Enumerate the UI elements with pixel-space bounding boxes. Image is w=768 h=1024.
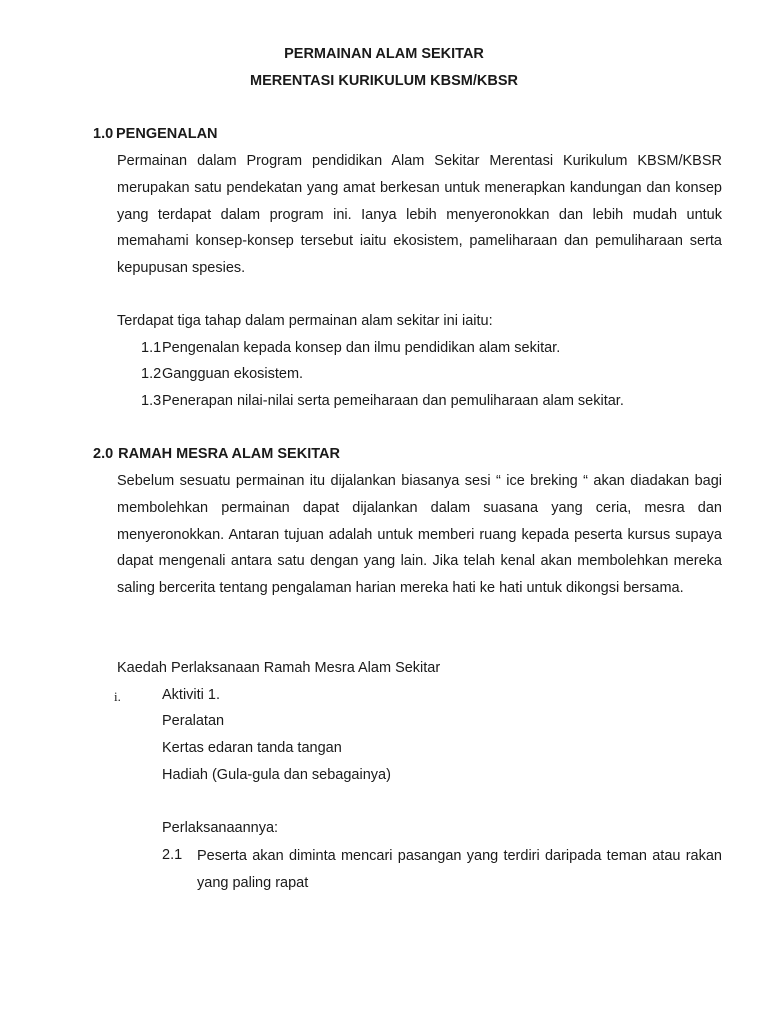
section-1-title: PENGENALAN [116,126,218,142]
list-item-number: 1.2 [141,366,162,382]
activity-title: Aktiviti 1. [162,687,221,703]
list-item [141,366,303,382]
list-item [141,340,560,356]
document-subtitle: MERENTASI KURIKULUM KBSM/KBSR [250,73,518,89]
section-2-heading [93,446,340,462]
implementation-label: Perlaksanaannya: [162,820,279,836]
list-item-text: Pengenalan kepada konsep dan ilmu pendidikan alam sekitar. [162,340,561,356]
list-item-number: 1.3 [141,393,162,409]
step-number: 2.1 [162,847,183,863]
list-item-text: Penerapan nilai-nilai serta pemeiharaan dan pemuliharaan alam sekitar. [162,393,624,409]
equipment-item: Hadiah (Gula-gula dan sebagainya) [162,767,391,783]
step-text: Peserta akan diminta mencari pasangan yang terdiri daripada teman atau rakan yang paling rapat [197,848,722,891]
section-2-number: 2.0 [93,446,114,462]
section-1-number: 1.0 [93,126,114,142]
list-item [141,393,624,409]
document-title: PERMAINAN ALAM SEKITAR [284,46,484,62]
method-title: Kaedah Perlaksanaan Ramah Mesra Alam Sekitar [117,660,441,676]
section-2-paragraph: Sebelum sesuatu permainan itu dijalankan biasanya sesi “ ice breking “ akan diadakan bagi membolehkan permainan dapat dijalankan dalam suasana yang ceria, mesra dan menyeronokkan. Antaran tujuan adalah untuk memberi ruang kepada peserta kursus supaya dapat mengenali antara satu dengan yang lain. Jika telah kenal akan membolehkan mereka saling bercerita tentang pengalaman harian mereka hati ke hati untuk dikongsi bersama. [117,473,722,597]
section-1-paragraph: Permainan dalam Program pendidikan Alam Sekitar Merentasi Kurikulum KBSM/KBSR merupakan satu pendekatan yang amat berkesan untuk menerapkan kandungan dan konsep yang terdapat dalam program ini. Ianya lebih menyeronokkan dan lebih mudah untuk memahami konsep-konsep tersebut iaitu ekosistem, pameliharaan dan pemuliharaan serta kepupusan spesies. [117,153,722,277]
roman-numeral-marker: i. [114,689,121,704]
section-2-title: RAMAH MESRA ALAM SEKITAR [118,446,340,462]
section-1-intro: Terdapat tiga tahap dalam permainan alam sekitar ini iaitu: [117,313,493,329]
section-1-heading [93,126,218,142]
list-item-text: Gangguan ekosistem. [162,366,304,382]
equipment-label: Peralatan [162,713,225,729]
list-item-number: 1.1 [141,340,162,356]
equipment-item: Kertas edaran tanda tangan [162,740,342,756]
